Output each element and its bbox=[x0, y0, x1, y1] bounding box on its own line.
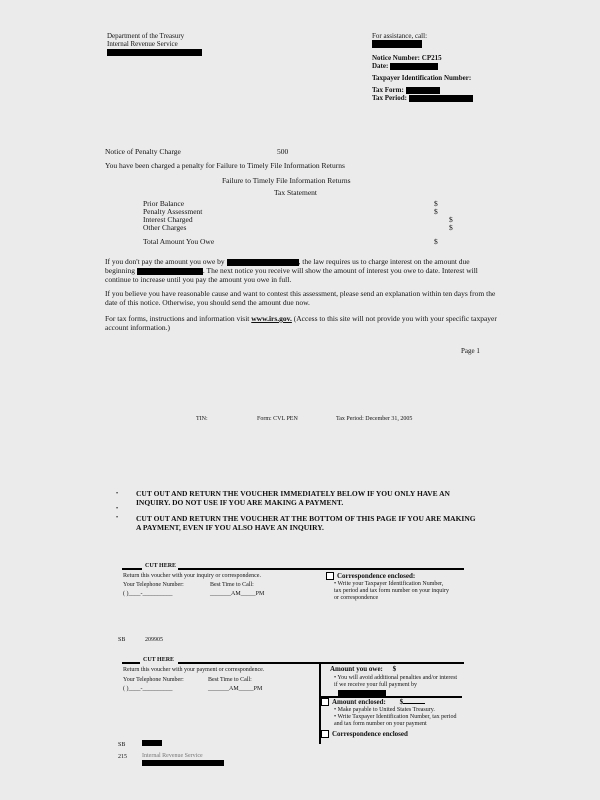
bullet-dot: • bbox=[334, 707, 338, 713]
irs-website-link[interactable]: www.irs.gov. bbox=[251, 314, 292, 323]
reasonable-cause-paragraph: If you believe you have reasonable cause and want to contest this assessment, please send an explanation within ten days from the date of this notice. Otherwise, you should send the amount due now. bbox=[105, 289, 496, 307]
total-symbol: $ bbox=[434, 237, 438, 246]
redacted-due-date bbox=[227, 259, 299, 266]
redacted-address bbox=[107, 49, 202, 56]
statement-row-symbol: $ bbox=[434, 199, 438, 208]
statement-row-label: Other Charges bbox=[143, 223, 187, 232]
enclosed-bullets bbox=[334, 707, 460, 728]
amount-enclosed-field[interactable] bbox=[403, 703, 425, 704]
voucher2-phone-field[interactable]: ( )____-__________ bbox=[123, 686, 173, 692]
statement-row bbox=[143, 207, 463, 215]
penalty-amount: 500 bbox=[277, 147, 289, 156]
cut-here-1: CUT HERE bbox=[145, 563, 177, 569]
redacted-pay-by-date bbox=[338, 690, 386, 697]
tax-period-label: Tax Period: bbox=[372, 94, 407, 103]
list-item bbox=[334, 714, 460, 728]
voucher2-time-field[interactable]: _______AM_____PM bbox=[208, 686, 263, 692]
voucher2-best-time-label: Best Time to Call: bbox=[208, 677, 252, 683]
bottom-sb-label: SB bbox=[118, 742, 126, 748]
redacted-interest-date bbox=[137, 268, 203, 275]
page-number: Page 1 bbox=[461, 347, 480, 355]
cut-here-2: CUT HERE bbox=[143, 657, 175, 663]
agency-irs: Internal Revenue Service bbox=[107, 40, 178, 48]
bullet-dot: • bbox=[116, 491, 119, 497]
cut-line bbox=[178, 662, 464, 664]
voucher2-phone-label: Your Telephone Number: bbox=[123, 677, 184, 683]
statement-row-symbol: $ bbox=[449, 223, 453, 232]
total-row bbox=[143, 237, 463, 245]
correspondence-checkbox[interactable] bbox=[326, 572, 334, 580]
amount-enclosed-label: Amount enclosed: bbox=[332, 698, 386, 706]
assistance-label: For assistance, call: bbox=[372, 32, 428, 40]
voucher1-time-field[interactable]: _______AM_____PM bbox=[210, 591, 265, 597]
voucher1-correspondence bbox=[326, 572, 415, 580]
footer-period: Tax Period: December 31, 2005 bbox=[336, 416, 413, 422]
notice-title: Notice of Penalty Charge bbox=[105, 147, 181, 156]
redacted-bottom-address bbox=[142, 760, 224, 766]
bullet-dot: • bbox=[334, 714, 338, 720]
sb-code: 209905 bbox=[145, 637, 163, 643]
redacted-phone bbox=[372, 40, 422, 48]
statement-row-symbol: $ bbox=[449, 215, 453, 224]
voucher1-return-text: Return this voucher with your inquiry or correspondence. bbox=[123, 573, 261, 579]
cut-line bbox=[122, 662, 140, 664]
amount-enclosed-row bbox=[321, 698, 425, 706]
amount-owe-row bbox=[330, 665, 396, 673]
footer-tin: TIN: bbox=[196, 416, 208, 422]
amount-owe-bullet bbox=[334, 675, 460, 689]
notice-info-block bbox=[372, 32, 473, 102]
total-label: Total Amount You Owe bbox=[143, 237, 215, 246]
correspondence-enclosed-checkbox[interactable] bbox=[321, 730, 329, 738]
bullet-dot: • bbox=[116, 515, 119, 521]
footer-form: Form: CVL PEN bbox=[257, 416, 298, 422]
notice-number: Notice Number: CP215 bbox=[372, 54, 442, 63]
payment-instruction: CUT OUT AND RETURN THE VOUCHER AT THE BOTTOM OF THIS PAGE IF YOU ARE MAKING A PAYMENT, EVEN IF YOU ALSO HAVE AN INQUIRY. bbox=[136, 514, 476, 532]
agency-dept: Department of the Treasury bbox=[107, 32, 185, 40]
list-item bbox=[334, 707, 460, 714]
bullet-dot: • bbox=[116, 506, 119, 512]
redacted-date bbox=[390, 63, 438, 70]
amount-enclosed-checkbox[interactable] bbox=[321, 698, 329, 706]
para3-text-b: (Access to this site will not provide you with your specific taxpayer account information.) bbox=[105, 314, 497, 332]
cut-line bbox=[178, 568, 464, 570]
statement-row bbox=[143, 215, 463, 223]
statement-row-label: Interest Charged bbox=[143, 215, 193, 224]
voucher1-corr-bullet bbox=[334, 581, 452, 602]
amount-owe-label: Amount you owe: bbox=[330, 665, 383, 673]
voucher2-correspondence bbox=[321, 730, 408, 738]
para1-text-b: , the law requires us to charge interest on the bbox=[298, 257, 433, 266]
bullet-dot: • bbox=[334, 581, 338, 587]
voucher1-best-time-label: Best Time to Call: bbox=[210, 582, 254, 588]
date-label: Date: bbox=[372, 62, 389, 71]
enclosed-bullet-text: Write Taxpayer Identification Number, tax period and tax form number on your payment bbox=[334, 714, 457, 727]
para1-text-e: owe to date. Interest will continue to increase until you pay the amount you owe in full. bbox=[105, 266, 478, 284]
para3-text-a: For tax forms, instructions and information visit bbox=[105, 314, 250, 323]
tax-forms-paragraph bbox=[105, 314, 500, 332]
statement-row bbox=[143, 199, 463, 207]
correspondence-enclosed-label: Correspondence enclosed bbox=[332, 730, 408, 738]
bullet-dot: • bbox=[334, 675, 338, 681]
para1-text-c: amount due beginning bbox=[105, 257, 470, 275]
redacted-tax-period bbox=[409, 95, 473, 102]
amount-enclosed-symbol: $ bbox=[399, 698, 404, 706]
tax-form-label: Tax Form: bbox=[372, 86, 404, 95]
redacted-bottom-sb bbox=[142, 740, 162, 746]
statement-row bbox=[143, 223, 463, 231]
center-heading: Failure to Timely File Information Returns bbox=[222, 176, 351, 185]
enclosed-bullet-text: Make payable to United States Treasury. bbox=[337, 707, 435, 713]
bottom-irs: Internal Revenue Service bbox=[142, 753, 203, 759]
inquiry-instruction: CUT OUT AND RETURN THE VOUCHER IMMEDIATELY BELOW IF YOU ONLY HAVE AN INQUIRY. DO NOT USE IF YOU ARE MAKING A PAYMENT. bbox=[136, 489, 450, 507]
voucher1-phone-field[interactable]: ( )____-__________ bbox=[123, 591, 173, 597]
amount-owe-bullet-text: You will avoid additional penalties and/or interest if we receive your full payment by bbox=[334, 675, 458, 688]
sb-label: SB bbox=[118, 637, 126, 643]
statement-row-label: Prior Balance bbox=[143, 199, 185, 208]
statement-row-symbol: $ bbox=[434, 207, 438, 216]
voucher1-phone-label: Your Telephone Number: bbox=[123, 582, 184, 588]
tax-statement bbox=[143, 199, 463, 245]
statement-row-label: Penalty Assessment bbox=[143, 207, 203, 216]
correspondence-label: Correspondence enclosed: bbox=[337, 572, 416, 580]
tin-label: Taxpayer Identification Number: bbox=[372, 74, 472, 83]
charged-line: You have been charged a penalty for Failure to Timely File Information Returns bbox=[105, 161, 345, 170]
bottom-code: 215 bbox=[118, 754, 127, 760]
agency-block bbox=[107, 32, 202, 56]
cut-line bbox=[122, 568, 142, 570]
amount-owe-symbol: $ bbox=[392, 665, 397, 673]
para1-text-a: If you don't pay the amount you owe by bbox=[105, 257, 225, 266]
para1-text-d: . The next notice you receive will show the amount of interest you bbox=[202, 266, 402, 275]
voucher2-return-text: Return this voucher with your payment or correspondence. bbox=[123, 667, 265, 673]
payment-paragraph bbox=[105, 257, 500, 284]
statement-heading: Tax Statement bbox=[274, 188, 318, 197]
redacted-tax-form bbox=[406, 87, 440, 94]
corr-bullet-text: Write your Taxpayer Identification Number, tax period and tax form number on your inquiry or correspondence bbox=[334, 581, 449, 601]
